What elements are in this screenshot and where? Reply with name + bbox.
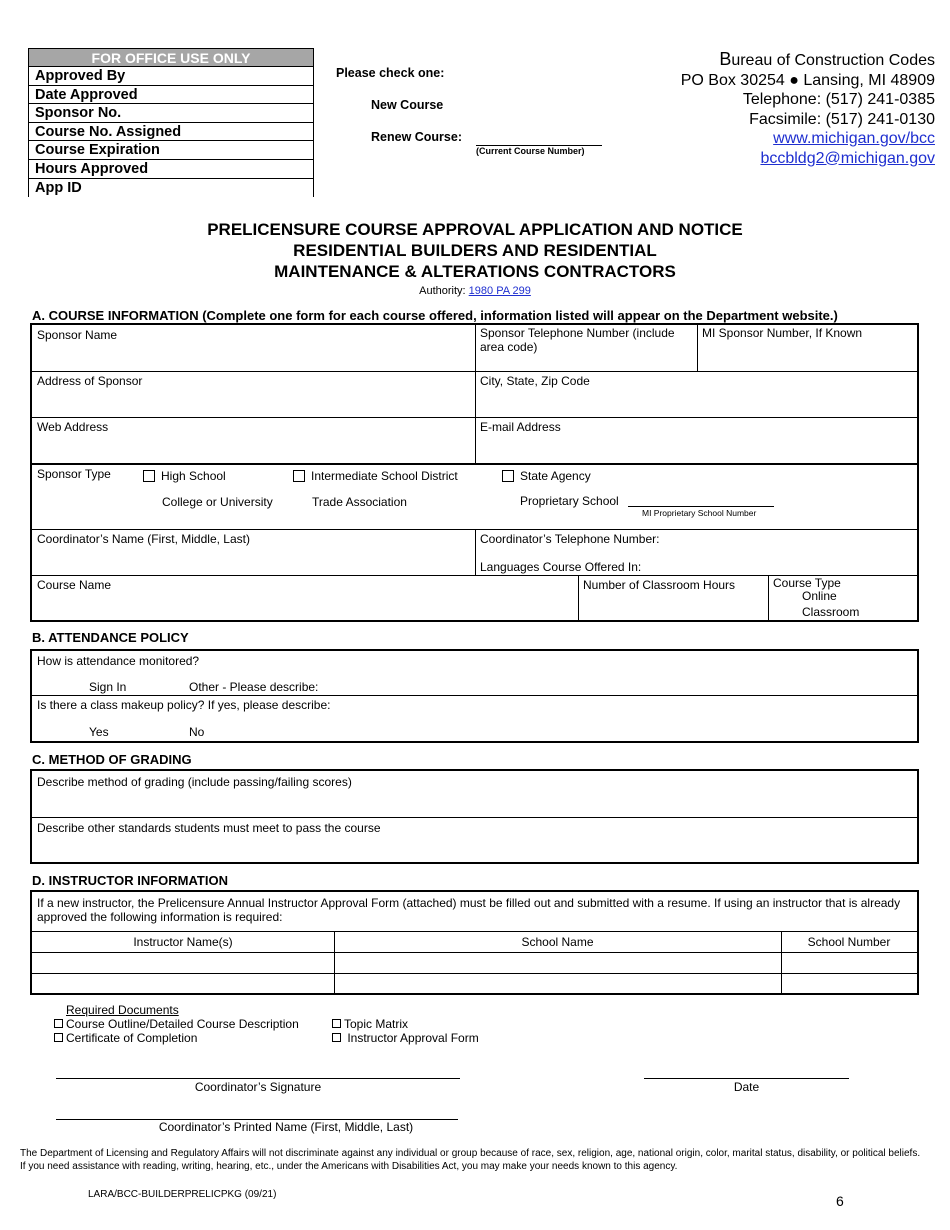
topic-matrix-label: Topic Matrix	[344, 1017, 409, 1031]
col-school-name: School Name	[521, 935, 594, 949]
coordinator-phone-field[interactable]: Coordinator’s Telephone Number:	[480, 532, 660, 546]
section-c-heading: C. METHOD OF GRADING	[32, 752, 192, 767]
office-row-sponsor-no[interactable]: Sponsor No.	[29, 104, 313, 123]
authority-line	[0, 285, 950, 297]
sponsor-type-state-agency[interactable]	[502, 469, 591, 483]
office-use-table	[28, 48, 314, 197]
course-type-classroom[interactable]: Classroom	[802, 605, 860, 619]
bureau-name-rest: ureau of Construction Codes	[731, 52, 935, 69]
doc-certificate[interactable]	[54, 1031, 197, 1045]
attendance-question: How is attendance monitored?	[37, 654, 200, 668]
sponsor-type-trade[interactable]: Trade Association	[312, 495, 407, 509]
section-a-heading: A. COURSE INFORMATION (Complete one form for each course offered, information listed will appear on the Department website.)	[32, 308, 838, 323]
sponsor-type-label: Sponsor Type	[37, 467, 111, 481]
date-label: Date	[733, 1080, 760, 1094]
coordinator-signature-label: Coordinator’s Signature	[194, 1080, 322, 1094]
col-school-number: School Number	[807, 935, 891, 949]
attendance-sign-in[interactable]: Sign In	[89, 680, 127, 694]
office-row-date-approved[interactable]: Date Approved	[29, 86, 313, 105]
school-number-cell-2[interactable]	[782, 974, 917, 993]
checkbox-icon[interactable]	[54, 1033, 63, 1042]
checkbox-icon[interactable]	[143, 470, 155, 482]
instructor-name-cell-1[interactable]	[32, 953, 334, 973]
office-row-hours-approved[interactable]: Hours Approved	[29, 160, 313, 179]
makeup-yes[interactable]: Yes	[89, 725, 109, 739]
instructor-note: If a new instructor, the Prelicensure Annual Instructor Approval Form (attached) must be filled out and submitted with a resume. If using an instructor that is already approved the following information is required:	[37, 896, 901, 924]
proprietary-number-line[interactable]	[628, 506, 774, 507]
checkbox-icon[interactable]	[332, 1033, 341, 1042]
proprietary-number-sublabel: MI Proprietary School Number	[642, 508, 757, 518]
course-name-field[interactable]: Course Name	[37, 578, 112, 592]
bureau-name	[681, 50, 935, 71]
renew-course-sublabel: (Current Course Number)	[476, 146, 585, 156]
bureau-po-box: PO Box 30254 ● Lansing, MI 48909	[680, 71, 935, 89]
section-b-heading: B. ATTENDANCE POLICY	[32, 630, 189, 645]
coordinator-signature-line[interactable]	[56, 1078, 460, 1079]
title-line-1: PRELICENSURE COURSE APPROVAL APPLICATION AND NOTICE	[207, 220, 743, 239]
bureau-address-block	[681, 50, 935, 168]
course-type-label: Course Type	[773, 576, 841, 590]
school-name-cell-2[interactable]	[335, 974, 781, 993]
office-row-approved-by[interactable]: Approved By	[29, 67, 313, 86]
section-a-box	[30, 323, 919, 622]
page-number: 6	[836, 1193, 844, 1209]
checkbox-icon[interactable]	[293, 470, 305, 482]
date-line[interactable]	[644, 1078, 849, 1079]
sponsor-address-field[interactable]: Address of Sponsor	[37, 374, 143, 388]
sponsor-phone-field[interactable]: Sponsor Telephone Number (include area code)	[480, 326, 675, 354]
doc-topic-matrix[interactable]	[332, 1017, 408, 1031]
makeup-policy-question: Is there a class makeup policy? If yes, please describe:	[37, 698, 331, 712]
city-state-zip-field[interactable]: City, State, Zip Code	[480, 374, 590, 388]
section-c-box	[30, 769, 919, 864]
makeup-no[interactable]: No	[189, 725, 205, 739]
section-b-box	[30, 649, 919, 743]
check-one-prompt: Please check one:	[336, 66, 445, 80]
new-course-option[interactable]: New Course	[371, 98, 444, 112]
doc-course-outline[interactable]	[54, 1017, 299, 1031]
authority-link[interactable]: 1980 PA 299	[468, 285, 531, 297]
school-number-cell-1[interactable]	[782, 953, 917, 973]
form-id: LARA/BCC-BUILDERPRELICPKG (09/21)	[88, 1189, 277, 1200]
mi-sponsor-number-field[interactable]: MI Sponsor Number, If Known	[702, 326, 863, 340]
web-address-field[interactable]: Web Address	[37, 420, 109, 434]
checkbox-icon[interactable]	[502, 470, 514, 482]
office-row-app-id[interactable]: App ID	[35, 179, 82, 196]
checkbox-icon[interactable]	[54, 1019, 63, 1028]
office-row-course-no[interactable]: Course No. Assigned	[29, 123, 313, 142]
required-docs-heading: Required Documents	[66, 1003, 179, 1017]
sponsor-type-college[interactable]: College or University	[162, 495, 273, 509]
title-line-2: RESIDENTIAL BUILDERS AND RESIDENTIAL	[293, 241, 657, 260]
instructor-form-label: Instructor Approval Form	[347, 1031, 479, 1045]
bureau-website-link[interactable]: www.michigan.gov/bcc	[773, 130, 935, 147]
course-outline-label: Course Outline/Detailed Course Description	[66, 1017, 299, 1031]
languages-field[interactable]: Languages Course Offered In:	[480, 560, 642, 574]
attendance-other[interactable]: Other - Please describe:	[189, 680, 319, 694]
pass-standards-field[interactable]: Describe other standards students must meet to pass the course	[37, 821, 381, 835]
office-row-course-expiration[interactable]: Course Expiration	[29, 141, 313, 160]
doc-instructor-form[interactable]	[332, 1031, 479, 1045]
classroom-hours-field[interactable]: Number of Classroom Hours	[583, 578, 736, 592]
nondiscrimination-disclaimer: The Department of Licensing and Regulatory Affairs will not discriminate against any individual or group because of race, sex, religion, age, national origin, color, marital status, disability, or political beliefs. If you need assistance with reading, writing, hearing, etc., under the Americans with Disabilities Act, you may make your needs known to this agency.	[20, 1148, 921, 1172]
bureau-email-link[interactable]: bccbldg2@michigan.gov	[760, 149, 935, 167]
sponsor-type-high-school[interactable]	[143, 469, 226, 483]
course-type-online[interactable]: Online	[802, 589, 837, 603]
school-name-cell-1[interactable]	[335, 953, 781, 973]
bureau-facsimile: Facsimile: (517) 241-0130	[749, 110, 935, 128]
form-title	[0, 219, 950, 282]
high-school-label: High School	[161, 469, 226, 483]
authority-label: Authority:	[419, 285, 466, 297]
bureau-name-initial: B	[719, 49, 732, 69]
title-line-3: MAINTENANCE & ALTERATIONS CONTRACTORS	[274, 262, 676, 281]
sponsor-type-isd[interactable]	[293, 469, 458, 483]
sponsor-type-proprietary[interactable]: Proprietary School	[520, 494, 619, 508]
bureau-telephone: Telephone: (517) 241-0385	[742, 91, 935, 108]
section-d-heading: D. INSTRUCTOR INFORMATION	[32, 873, 228, 888]
instructor-name-cell-2[interactable]	[32, 974, 334, 993]
printed-name-label: Coordinator’s Printed Name (First, Middle, Last)	[158, 1120, 414, 1134]
isd-label: Intermediate School District	[311, 469, 458, 483]
col-instructor-names: Instructor Name(s)	[133, 935, 233, 949]
coordinator-name-field[interactable]: Coordinator’s Name (First, Middle, Last)	[37, 532, 250, 546]
renew-course-option[interactable]: Renew Course:	[371, 130, 462, 144]
section-d-box	[30, 890, 919, 995]
state-agency-label: State Agency	[520, 469, 591, 483]
sponsor-name-field[interactable]: Sponsor Name	[37, 328, 118, 342]
certificate-label: Certificate of Completion	[66, 1031, 198, 1045]
checkbox-icon[interactable]	[332, 1019, 341, 1028]
email-address-field[interactable]: E-mail Address	[480, 420, 561, 434]
grading-method-field[interactable]: Describe method of grading (include passing/failing scores)	[37, 775, 352, 789]
office-use-header: FOR OFFICE USE ONLY	[29, 48, 313, 67]
